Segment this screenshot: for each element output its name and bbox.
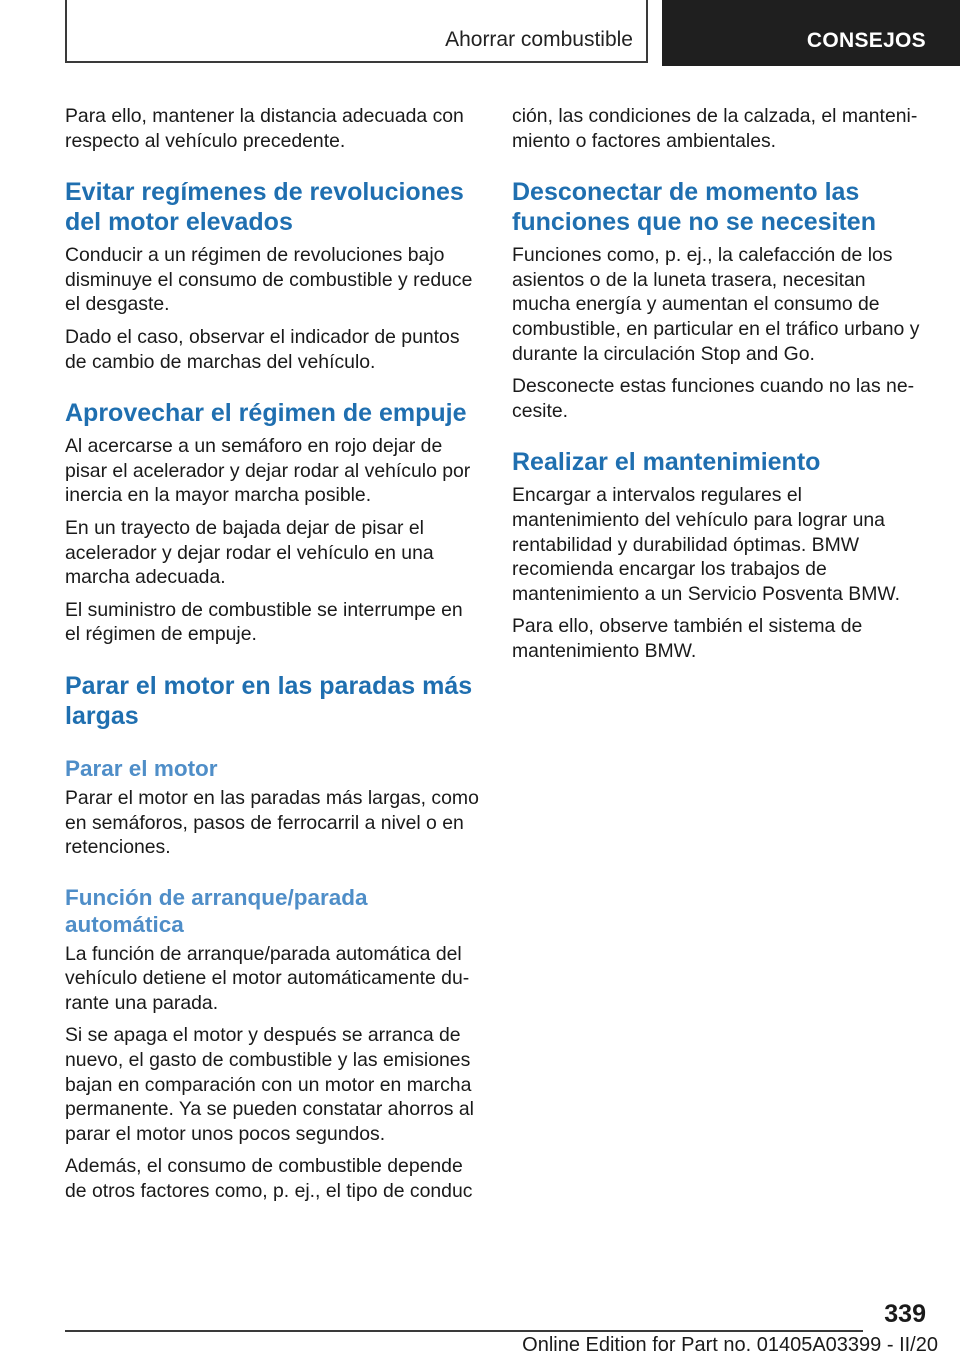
paragraph: La función de arranque/parada automática del vehículo detiene el motor automáticamente durante una parada.: [65, 942, 470, 1014]
header-section-box: [65, 0, 648, 63]
paragraph: ción, las condiciones de la calzada, el mantenimiento o factores ambientales.: [512, 105, 918, 152]
section-heading: Aprovechar el régimen de empuje: [65, 399, 467, 428]
header-chapter-title: CONSEJOS: [806, 29, 926, 52]
paragraph: Desconecte estas funciones cuando no las necesite.: [512, 375, 915, 422]
section-heading: Realizar el mantenimiento: [512, 448, 821, 477]
right-column: [512, 104, 926, 672]
paragraph: Para ello, observe también el sistema de mantenimiento BMW.: [512, 615, 863, 662]
paragraph: Además, el consumo de combustible depende de otros factores como, p. ej., el tipo de conduc: [65, 1155, 473, 1203]
paragraph: Parar el motor en las paradas más largas, como en semáforos, pasos de ferrocarril a nivel o en retenciones.: [65, 786, 479, 859]
footer-divider: [65, 1330, 863, 1332]
section-heading: Parar el motor en las paradas más largas: [65, 671, 473, 730]
section-heading: Desconectar de momento las funciones que no se necesiten: [512, 178, 876, 237]
page-number: 339: [884, 1300, 926, 1328]
subsection-heading: Parar el motor: [65, 755, 218, 781]
paragraph: El suministro de combustible se interrumpe en el régimen de empuje.: [65, 598, 463, 646]
paragraph: Al acercarse a un semáforo en rojo dejar de pisar el acelerador y dejar rodar al vehículo por inercia en la mayor marcha posible.: [65, 435, 471, 507]
paragraph: En un trayecto de bajada dejar de pisar el acelerador y dejar rodar el vehículo en una marcha adecuada.: [65, 516, 434, 589]
section-heading: Evitar regímenes de revoluciones del motor elevados: [65, 178, 464, 237]
page-header: [0, 0, 960, 66]
paragraph: Conducir a un régimen de revoluciones bajo disminuye el consumo de combustible y reduce el desgaste.: [65, 244, 473, 316]
paragraph: Dado el caso, observar el indicador de puntos de cambio de marchas del vehículo.: [65, 325, 460, 373]
paragraph: Encargar a intervalos regulares el mantenimiento del vehículo para lograr una rentabilidad y durabilidad óptimas. BMW recomienda encargar los trabajos de mantenimiento a un Servicio Posventa BMW.: [512, 484, 900, 605]
subsection-heading: Función de arranque/parada automática: [65, 884, 368, 937]
paragraph: Para ello, mantener la distancia adecuada con respecto al vehículo precedente.: [65, 105, 464, 152]
header-section-title: Ahorrar combustible: [445, 28, 633, 51]
paragraph: Funciones como, p. ej., la calefacción de los asientos o de la luneta trasera, necesitan mucha energía y aumentan el consumo de combustible, en particular en el tráfico urbano y durante la circulación Stop and Go.: [512, 244, 920, 365]
edition-note: Online Edition for Part no. 01405A03399 - II/20: [522, 1334, 938, 1356]
left-column: [65, 104, 479, 1212]
paragraph: Si se apaga el motor y después se arranca de nuevo, el gasto de combustible y las emisiones bajan en comparación con un motor en marcha permanente. Ya se pueden constatar ahorros al parar el motor unos pocos segundos.: [65, 1024, 474, 1145]
header-chapter-tab: [662, 0, 960, 66]
